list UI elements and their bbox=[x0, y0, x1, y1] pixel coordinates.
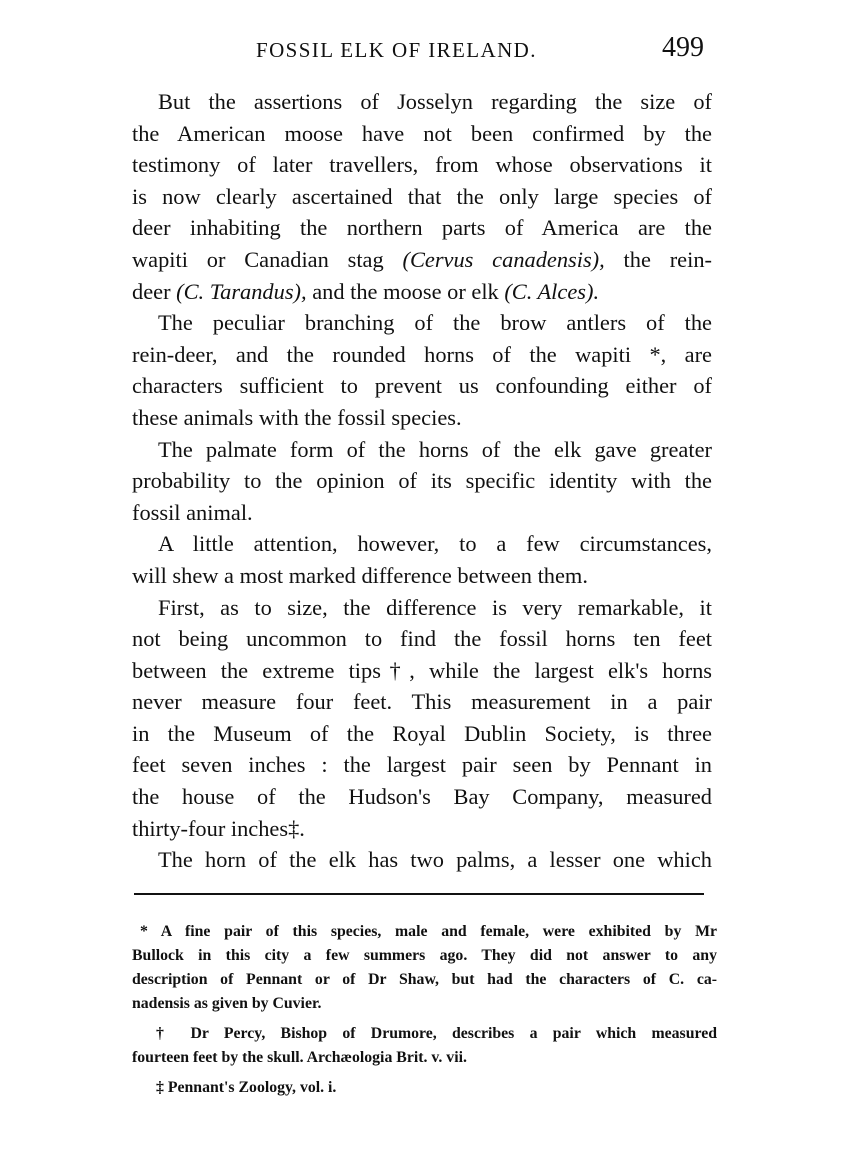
running-title: FOSSIL ELK OF IRELAND. bbox=[256, 38, 537, 62]
body-text bbox=[132, 86, 712, 876]
footnote-line: Bullock in this city a few summers ago. They did not answer to any bbox=[132, 947, 717, 964]
species-name-c-alces: (C. Alces). bbox=[504, 278, 600, 304]
page-number: 499 bbox=[662, 32, 704, 63]
text-line: deer inhabiting the northern parts of America are the bbox=[132, 215, 712, 241]
species-name-c-tarandus: (C. Tarandus), bbox=[176, 278, 307, 304]
text-line: fossil animal. bbox=[132, 499, 253, 525]
footnote-line: * A fine pair of this species, male and female, were exhibited by Mr bbox=[140, 923, 717, 940]
text-line: testimony of later travellers, from whose observations it bbox=[132, 152, 712, 178]
running-head bbox=[132, 28, 712, 68]
text-line: The horn of the elk has two palms, a lesser one which bbox=[158, 847, 712, 873]
text-line: characters sufficient to prevent us confounding either of bbox=[132, 373, 712, 399]
text-run: wapiti or Canadian stag bbox=[132, 246, 403, 272]
text-line: A little attention, however, to a few circumstances, bbox=[158, 531, 712, 557]
text-line: these animals with the fossil species. bbox=[132, 404, 462, 430]
text-line: probability to the opinion of its specific identity with the bbox=[132, 468, 712, 494]
text-line: never measure four feet. This measurement in a pair bbox=[132, 689, 712, 715]
text-line: between the extreme tips†, while the largest elk's horns bbox=[132, 657, 712, 683]
footnote-line: description of Pennant or of Dr Shaw, but had the characters of C. ca- bbox=[132, 971, 717, 988]
footnotes bbox=[132, 920, 717, 1100]
text-run: the rein- bbox=[604, 246, 712, 272]
text-line-species bbox=[132, 244, 712, 276]
text-line: The peculiar branching of the brow antlers of the bbox=[158, 310, 712, 336]
species-name-cervus-canadensis: (Cervus canadensis), bbox=[402, 246, 605, 272]
text-line: rein-deer, and the rounded horns of the wapiti *, are bbox=[132, 341, 712, 367]
text-line: will shew a most marked difference between them. bbox=[132, 562, 588, 588]
footnote-line: † Dr Percy, Bishop of Drumore, describes a pair which measured bbox=[156, 1025, 717, 1042]
text-line: thirty-four inches‡. bbox=[132, 815, 305, 841]
footnote-line: fourteen feet by the skull. Archæologia Brit. v. vii. bbox=[132, 1049, 467, 1066]
footnote-rule bbox=[134, 893, 704, 895]
text-run: deer bbox=[132, 278, 177, 304]
text-line: feet seven inches : the largest pair seen by Pennant in bbox=[132, 752, 712, 778]
text-line: But the assertions of Josselyn regarding the size of bbox=[158, 89, 712, 114]
footnote-line: nadensis as given by Cuvier. bbox=[132, 995, 322, 1012]
text-line: The palmate form of the horns of the elk gave greater bbox=[158, 436, 712, 462]
text-line: not being uncommon to find the fossil horns ten feet bbox=[132, 626, 712, 652]
footnote-line: ‡ Pennant's Zoology, vol. i. bbox=[156, 1079, 337, 1096]
text-line: the house of the Hudson's Bay Company, measured bbox=[132, 784, 712, 810]
text-line-species bbox=[132, 276, 712, 308]
text-line: is now clearly ascertained that the only large species of bbox=[132, 183, 712, 209]
text-line: First, as to size, the difference is very remarkable, it bbox=[158, 594, 712, 620]
text-line: the American moose have not been confirmed by the bbox=[132, 120, 712, 146]
text-run: and the moose or elk bbox=[306, 278, 505, 304]
text-line: in the Museum of the Royal Dublin Society, is three bbox=[132, 720, 712, 746]
